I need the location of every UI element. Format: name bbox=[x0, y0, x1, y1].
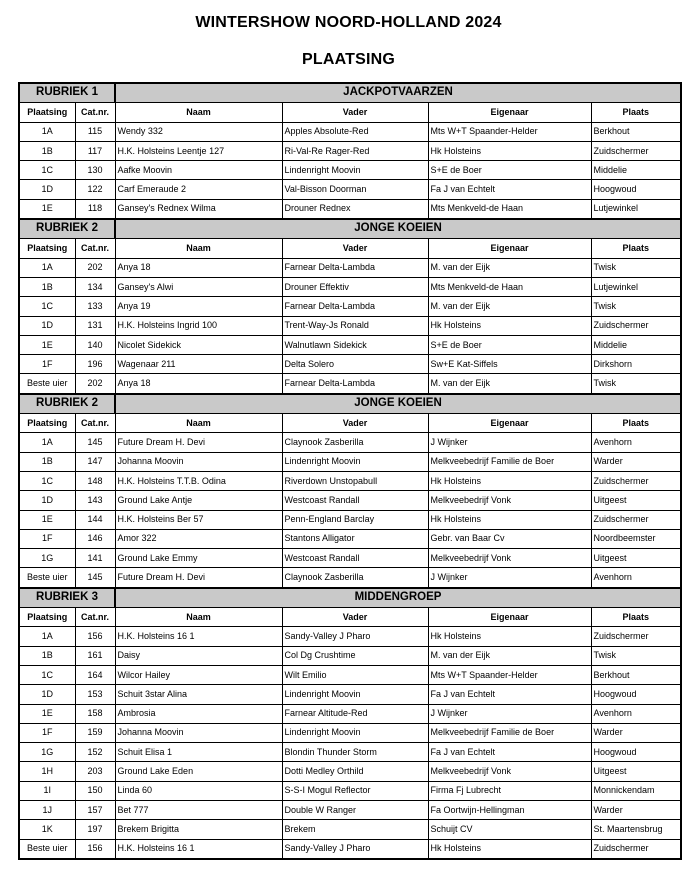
table-row bbox=[19, 800, 681, 819]
table-row bbox=[19, 471, 681, 490]
cell-catnr: 158 bbox=[75, 704, 115, 723]
cell-naam: Ground Lake Antje bbox=[115, 491, 282, 510]
cell-eigenaar: M. van der Eijk bbox=[428, 374, 591, 394]
cell-plaatsing: Beste uier bbox=[19, 374, 75, 394]
section-header bbox=[19, 394, 681, 414]
cell-vader: Westcoast Randall bbox=[282, 549, 428, 568]
cell-eigenaar: J Wijnker bbox=[428, 433, 591, 452]
cell-naam: Daisy bbox=[115, 646, 282, 665]
cell-vader: Farnear Delta-Lambda bbox=[282, 374, 428, 394]
column-header-catnr: Cat.nr. bbox=[75, 414, 115, 433]
column-header-naam: Naam bbox=[115, 103, 282, 122]
cell-eigenaar: Mts Menkveld-de Haan bbox=[428, 277, 591, 296]
table-row bbox=[19, 627, 681, 646]
cell-plaats: Middelie bbox=[591, 335, 681, 354]
table-row bbox=[19, 839, 681, 859]
cell-eigenaar: J Wijnker bbox=[428, 704, 591, 723]
cell-plaatsing: 1F bbox=[19, 723, 75, 742]
cell-plaats: Uitgeest bbox=[591, 491, 681, 510]
cell-naam: Gansey's Rednex Wilma bbox=[115, 199, 282, 219]
column-header-row bbox=[19, 239, 681, 258]
section-header bbox=[19, 588, 681, 608]
cell-vader: Blondin Thunder Storm bbox=[282, 743, 428, 762]
cell-catnr: 157 bbox=[75, 800, 115, 819]
cell-vader: Penn-England Barclay bbox=[282, 510, 428, 529]
table-row bbox=[19, 433, 681, 452]
column-header-row bbox=[19, 103, 681, 122]
column-header-plaats: Plaats bbox=[591, 103, 681, 122]
cell-eigenaar: Melkveebedrijf Vonk bbox=[428, 491, 591, 510]
cell-vader: Sandy-Valley J Pharo bbox=[282, 627, 428, 646]
cell-catnr: 156 bbox=[75, 627, 115, 646]
cell-plaatsing: 1E bbox=[19, 704, 75, 723]
section-title: JONGE KOEIEN bbox=[115, 219, 681, 239]
section-title: JACKPOTVAARZEN bbox=[115, 83, 681, 103]
cell-naam: H.K. Holsteins 16 1 bbox=[115, 627, 282, 646]
cell-eigenaar: S+E de Boer bbox=[428, 335, 591, 354]
cell-vader: Dotti Medley Orthild bbox=[282, 762, 428, 781]
column-header-plaatsing: Plaatsing bbox=[19, 239, 75, 258]
column-header-plaats: Plaats bbox=[591, 414, 681, 433]
cell-catnr: 203 bbox=[75, 762, 115, 781]
table-row bbox=[19, 491, 681, 510]
cell-plaats: Avenhorn bbox=[591, 433, 681, 452]
cell-catnr: 150 bbox=[75, 781, 115, 800]
table-row bbox=[19, 141, 681, 160]
cell-plaats: Zuidschermer bbox=[591, 471, 681, 490]
cell-vader: Sandy-Valley J Pharo bbox=[282, 839, 428, 859]
cell-eigenaar: Schuijt CV bbox=[428, 820, 591, 839]
cell-naam: Anya 18 bbox=[115, 258, 282, 277]
cell-catnr: 156 bbox=[75, 839, 115, 859]
cell-plaatsing: 1E bbox=[19, 199, 75, 219]
cell-eigenaar: J Wijnker bbox=[428, 568, 591, 588]
cell-plaats: Warder bbox=[591, 723, 681, 742]
cell-vader: Lindenright Moovin bbox=[282, 161, 428, 180]
cell-catnr: 117 bbox=[75, 141, 115, 160]
section-title: JONGE KOEIEN bbox=[115, 394, 681, 414]
column-header-eigenaar: Eigenaar bbox=[428, 608, 591, 627]
cell-vader: S-S-I Mogul Reflector bbox=[282, 781, 428, 800]
cell-eigenaar: Hk Holsteins bbox=[428, 510, 591, 529]
rubriek-label: RUBRIEK 2 bbox=[19, 219, 115, 239]
cell-plaats: Zuidschermer bbox=[591, 141, 681, 160]
cell-plaatsing: 1C bbox=[19, 297, 75, 316]
section-header bbox=[19, 219, 681, 239]
column-header-naam: Naam bbox=[115, 414, 282, 433]
table-row bbox=[19, 568, 681, 588]
cell-eigenaar: M. van der Eijk bbox=[428, 646, 591, 665]
cell-plaatsing: 1K bbox=[19, 820, 75, 839]
cell-plaatsing: 1D bbox=[19, 180, 75, 199]
cell-catnr: 131 bbox=[75, 316, 115, 335]
cell-plaats: Twisk bbox=[591, 297, 681, 316]
cell-plaats: Noordbeemster bbox=[591, 529, 681, 548]
cell-vader: Apples Absolute-Red bbox=[282, 122, 428, 141]
column-header-eigenaar: Eigenaar bbox=[428, 414, 591, 433]
cell-catnr: 144 bbox=[75, 510, 115, 529]
results-table bbox=[18, 82, 682, 860]
table-row bbox=[19, 297, 681, 316]
column-header-plaats: Plaats bbox=[591, 239, 681, 258]
cell-vader: Stantons Alligator bbox=[282, 529, 428, 548]
cell-eigenaar: Hk Holsteins bbox=[428, 839, 591, 859]
cell-naam: Brekem Brigitta bbox=[115, 820, 282, 839]
table-row bbox=[19, 510, 681, 529]
cell-plaatsing: 1E bbox=[19, 335, 75, 354]
cell-naam: Anya 19 bbox=[115, 297, 282, 316]
table-row bbox=[19, 258, 681, 277]
cell-plaatsing: 1F bbox=[19, 355, 75, 374]
cell-naam: Johanna Moovin bbox=[115, 723, 282, 742]
cell-naam: Nicolet Sidekick bbox=[115, 335, 282, 354]
table-row bbox=[19, 199, 681, 219]
cell-naam: Gansey's Alwi bbox=[115, 277, 282, 296]
column-header-plaatsing: Plaatsing bbox=[19, 608, 75, 627]
cell-catnr: 202 bbox=[75, 258, 115, 277]
cell-plaatsing: 1C bbox=[19, 471, 75, 490]
cell-eigenaar: Melkveebedrijf Vonk bbox=[428, 549, 591, 568]
cell-naam: Carf Emeraude 2 bbox=[115, 180, 282, 199]
cell-vader: Drouner Rednex bbox=[282, 199, 428, 219]
cell-plaats: Uitgeest bbox=[591, 762, 681, 781]
column-header-plaatsing: Plaatsing bbox=[19, 103, 75, 122]
table-row bbox=[19, 685, 681, 704]
cell-plaatsing: 1C bbox=[19, 665, 75, 684]
cell-plaatsing: 1B bbox=[19, 277, 75, 296]
cell-plaatsing: 1G bbox=[19, 549, 75, 568]
cell-plaats: Zuidschermer bbox=[591, 510, 681, 529]
cell-plaatsing: Beste uier bbox=[19, 839, 75, 859]
cell-naam: Wagenaar 211 bbox=[115, 355, 282, 374]
cell-vader: Farnear Delta-Lambda bbox=[282, 258, 428, 277]
table-row bbox=[19, 452, 681, 471]
cell-vader: Drouner Effektiv bbox=[282, 277, 428, 296]
table-row bbox=[19, 335, 681, 354]
cell-vader: Double W Ranger bbox=[282, 800, 428, 819]
column-header-plaats: Plaats bbox=[591, 608, 681, 627]
cell-eigenaar: Firma Fj Lubrecht bbox=[428, 781, 591, 800]
page-subtitle: PLAATSING bbox=[301, 51, 396, 68]
cell-naam: Aafke Moovin bbox=[115, 161, 282, 180]
cell-naam: H.K. Holsteins Ber 57 bbox=[115, 510, 282, 529]
cell-eigenaar: Fa J van Echtelt bbox=[428, 180, 591, 199]
cell-eigenaar: Hk Holsteins bbox=[428, 627, 591, 646]
table-row bbox=[19, 549, 681, 568]
cell-catnr: 122 bbox=[75, 180, 115, 199]
cell-plaatsing: 1D bbox=[19, 685, 75, 704]
cell-plaatsing: 1G bbox=[19, 743, 75, 762]
table-row bbox=[19, 743, 681, 762]
cell-naam: Schuit 3star Alina bbox=[115, 685, 282, 704]
cell-eigenaar: Mts Menkveld-de Haan bbox=[428, 199, 591, 219]
cell-plaats: St. Maartensbrug bbox=[591, 820, 681, 839]
cell-vader: Claynook Zasberilla bbox=[282, 568, 428, 588]
rubriek-label: RUBRIEK 2 bbox=[19, 394, 115, 414]
cell-vader: Claynook Zasberilla bbox=[282, 433, 428, 452]
table-row bbox=[19, 355, 681, 374]
section-header bbox=[19, 83, 681, 103]
cell-catnr: 159 bbox=[75, 723, 115, 742]
cell-plaatsing: 1B bbox=[19, 452, 75, 471]
cell-vader: Trent-Way-Js Ronald bbox=[282, 316, 428, 335]
cell-naam: Johanna Moovin bbox=[115, 452, 282, 471]
cell-naam: Future Dream H. Devi bbox=[115, 433, 282, 452]
cell-plaats: Hoogwoud bbox=[591, 180, 681, 199]
cell-plaats: Zuidschermer bbox=[591, 316, 681, 335]
cell-naam: Bet 777 bbox=[115, 800, 282, 819]
cell-plaats: Dirkshorn bbox=[591, 355, 681, 374]
cell-catnr: 140 bbox=[75, 335, 115, 354]
column-header-vader: Vader bbox=[282, 239, 428, 258]
cell-plaatsing: 1D bbox=[19, 491, 75, 510]
cell-catnr: 147 bbox=[75, 452, 115, 471]
table-row bbox=[19, 277, 681, 296]
cell-vader: Brekem bbox=[282, 820, 428, 839]
cell-plaatsing: 1F bbox=[19, 529, 75, 548]
cell-plaatsing: 1A bbox=[19, 122, 75, 141]
cell-eigenaar: Hk Holsteins bbox=[428, 316, 591, 335]
cell-catnr: 164 bbox=[75, 665, 115, 684]
cell-vader: Val-Bisson Doorman bbox=[282, 180, 428, 199]
cell-plaats: Twisk bbox=[591, 258, 681, 277]
cell-catnr: 152 bbox=[75, 743, 115, 762]
cell-catnr: 143 bbox=[75, 491, 115, 510]
cell-vader: Farnear Altitude-Red bbox=[282, 704, 428, 723]
table-row bbox=[19, 820, 681, 839]
cell-plaatsing: 1J bbox=[19, 800, 75, 819]
cell-plaatsing: 1E bbox=[19, 510, 75, 529]
table-row bbox=[19, 374, 681, 394]
results-body bbox=[19, 83, 681, 859]
cell-plaats: Berkhout bbox=[591, 665, 681, 684]
column-header-naam: Naam bbox=[115, 608, 282, 627]
rubriek-label: RUBRIEK 3 bbox=[19, 588, 115, 608]
page-title: WINTERSHOW NOORD-HOLLAND 2024 bbox=[195, 14, 502, 31]
cell-plaats: Lutjewinkel bbox=[591, 199, 681, 219]
cell-catnr: 153 bbox=[75, 685, 115, 704]
column-header-catnr: Cat.nr. bbox=[75, 103, 115, 122]
cell-naam: Wendy 332 bbox=[115, 122, 282, 141]
cell-catnr: 196 bbox=[75, 355, 115, 374]
column-header-row bbox=[19, 608, 681, 627]
cell-catnr: 130 bbox=[75, 161, 115, 180]
cell-vader: Lindenright Moovin bbox=[282, 452, 428, 471]
cell-plaats: Hoogwoud bbox=[591, 685, 681, 704]
cell-naam: Future Dream H. Devi bbox=[115, 568, 282, 588]
section-title: MIDDENGROEP bbox=[115, 588, 681, 608]
cell-catnr: 197 bbox=[75, 820, 115, 839]
table-row bbox=[19, 161, 681, 180]
cell-plaats: Hoogwoud bbox=[591, 743, 681, 762]
cell-eigenaar: Hk Holsteins bbox=[428, 141, 591, 160]
column-header-eigenaar: Eigenaar bbox=[428, 103, 591, 122]
cell-plaats: Warder bbox=[591, 452, 681, 471]
cell-vader: Wilt Emilio bbox=[282, 665, 428, 684]
column-header-naam: Naam bbox=[115, 239, 282, 258]
cell-eigenaar: M. van der Eijk bbox=[428, 258, 591, 277]
table-row bbox=[19, 646, 681, 665]
cell-naam: Linda 60 bbox=[115, 781, 282, 800]
cell-catnr: 115 bbox=[75, 122, 115, 141]
cell-plaats: Twisk bbox=[591, 374, 681, 394]
cell-plaatsing: 1A bbox=[19, 433, 75, 452]
table-row bbox=[19, 723, 681, 742]
column-header-plaatsing: Plaatsing bbox=[19, 414, 75, 433]
table-row bbox=[19, 180, 681, 199]
cell-vader: Westcoast Randall bbox=[282, 491, 428, 510]
cell-naam: Anya 18 bbox=[115, 374, 282, 394]
cell-plaats: Berkhout bbox=[591, 122, 681, 141]
cell-catnr: 145 bbox=[75, 433, 115, 452]
rubriek-label: RUBRIEK 1 bbox=[19, 83, 115, 103]
cell-eigenaar: Mts W+T Spaander-Helder bbox=[428, 122, 591, 141]
cell-catnr: 161 bbox=[75, 646, 115, 665]
cell-catnr: 141 bbox=[75, 549, 115, 568]
cell-eigenaar: Melkveebedrijf Vonk bbox=[428, 762, 591, 781]
cell-eigenaar: Fa J van Echtelt bbox=[428, 743, 591, 762]
cell-eigenaar: Mts W+T Spaander-Helder bbox=[428, 665, 591, 684]
cell-naam: Ambrosia bbox=[115, 704, 282, 723]
cell-plaats: Warder bbox=[591, 800, 681, 819]
cell-eigenaar: Sw+E Kat-Siffels bbox=[428, 355, 591, 374]
cell-plaats: Twisk bbox=[591, 646, 681, 665]
column-header-eigenaar: Eigenaar bbox=[428, 239, 591, 258]
cell-catnr: 146 bbox=[75, 529, 115, 548]
table-row bbox=[19, 781, 681, 800]
cell-plaatsing: 1H bbox=[19, 762, 75, 781]
cell-catnr: 134 bbox=[75, 277, 115, 296]
table-row bbox=[19, 665, 681, 684]
cell-vader: Delta Solero bbox=[282, 355, 428, 374]
column-header-catnr: Cat.nr. bbox=[75, 239, 115, 258]
column-header-row bbox=[19, 414, 681, 433]
cell-naam: H.K. Holsteins Ingrid 100 bbox=[115, 316, 282, 335]
cell-vader: Col Dg Crushtime bbox=[282, 646, 428, 665]
cell-eigenaar: Hk Holsteins bbox=[428, 471, 591, 490]
cell-vader: Riverdown Unstopabull bbox=[282, 471, 428, 490]
cell-plaatsing: 1A bbox=[19, 258, 75, 277]
cell-plaats: Middelie bbox=[591, 161, 681, 180]
cell-plaats: Lutjewinkel bbox=[591, 277, 681, 296]
cell-naam: Wilcor Hailey bbox=[115, 665, 282, 684]
cell-plaats: Avenhorn bbox=[591, 568, 681, 588]
cell-eigenaar: S+E de Boer bbox=[428, 161, 591, 180]
cell-plaats: Uitgeest bbox=[591, 549, 681, 568]
cell-plaats: Avenhorn bbox=[591, 704, 681, 723]
table-row bbox=[19, 762, 681, 781]
cell-catnr: 133 bbox=[75, 297, 115, 316]
cell-naam: H.K. Holsteins T.T.B. Odina bbox=[115, 471, 282, 490]
cell-plaatsing: 1D bbox=[19, 316, 75, 335]
cell-eigenaar: Melkveebedrijf Familie de Boer bbox=[428, 723, 591, 742]
cell-naam: Ground Lake Eden bbox=[115, 762, 282, 781]
cell-catnr: 202 bbox=[75, 374, 115, 394]
table-row bbox=[19, 529, 681, 548]
cell-eigenaar: M. van der Eijk bbox=[428, 297, 591, 316]
cell-naam: Schuit Elisa 1 bbox=[115, 743, 282, 762]
cell-plaats: Zuidschermer bbox=[591, 627, 681, 646]
table-row bbox=[19, 704, 681, 723]
cell-catnr: 118 bbox=[75, 199, 115, 219]
cell-plaatsing: 1B bbox=[19, 646, 75, 665]
cell-eigenaar: Gebr. van Baar Cv bbox=[428, 529, 591, 548]
table-row bbox=[19, 316, 681, 335]
cell-vader: Lindenright Moovin bbox=[282, 723, 428, 742]
cell-plaatsing: 1I bbox=[19, 781, 75, 800]
column-header-catnr: Cat.nr. bbox=[75, 608, 115, 627]
cell-naam: H.K. Holsteins Leentje 127 bbox=[115, 141, 282, 160]
cell-plaatsing: 1A bbox=[19, 627, 75, 646]
cell-naam: Amor 322 bbox=[115, 529, 282, 548]
cell-catnr: 148 bbox=[75, 471, 115, 490]
cell-naam: Ground Lake Emmy bbox=[115, 549, 282, 568]
cell-naam: H.K. Holsteins 16 1 bbox=[115, 839, 282, 859]
cell-vader: Walnutlawn Sidekick bbox=[282, 335, 428, 354]
table-row bbox=[19, 122, 681, 141]
column-header-vader: Vader bbox=[282, 414, 428, 433]
column-header-vader: Vader bbox=[282, 103, 428, 122]
cell-plaats: Monnickendam bbox=[591, 781, 681, 800]
cell-plaatsing: 1B bbox=[19, 141, 75, 160]
cell-catnr: 145 bbox=[75, 568, 115, 588]
cell-vader: Lindenright Moovin bbox=[282, 685, 428, 704]
cell-vader: Ri-Val-Re Rager-Red bbox=[282, 141, 428, 160]
cell-eigenaar: Fa Oortwijn-Hellingman bbox=[428, 800, 591, 819]
cell-plaatsing: Beste uier bbox=[19, 568, 75, 588]
cell-vader: Farnear Delta-Lambda bbox=[282, 297, 428, 316]
cell-eigenaar: Fa J van Echtelt bbox=[428, 685, 591, 704]
cell-plaatsing: 1C bbox=[19, 161, 75, 180]
cell-plaats: Zuidschermer bbox=[591, 839, 681, 859]
cell-eigenaar: Melkveebedrijf Familie de Boer bbox=[428, 452, 591, 471]
column-header-vader: Vader bbox=[282, 608, 428, 627]
